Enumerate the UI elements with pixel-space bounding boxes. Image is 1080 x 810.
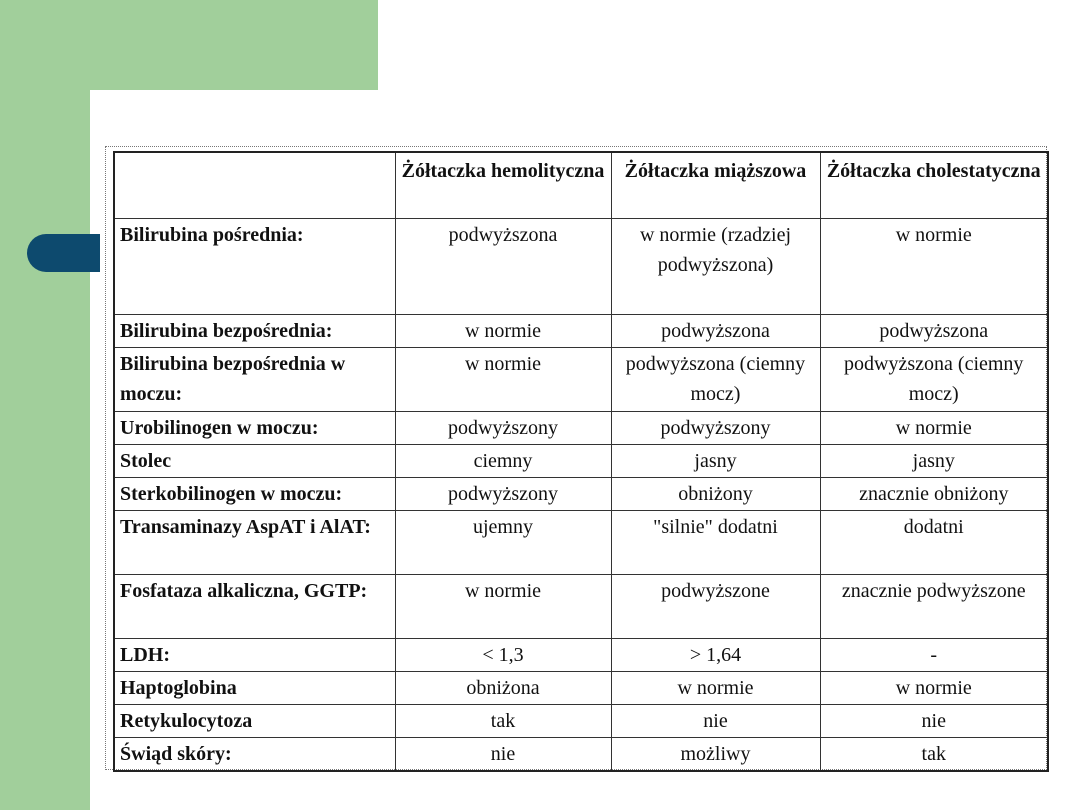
table-row: [114, 671, 1048, 704]
table-row: [114, 574, 1048, 638]
cell-cholestatic: znacznie obniżony: [820, 477, 1048, 510]
cell-parenchymal: jasny: [611, 444, 820, 477]
cell-cholestatic: -: [820, 638, 1048, 671]
cell-cholestatic: w normie: [820, 411, 1048, 444]
header-row: [114, 152, 1048, 218]
cell-cholestatic: tak: [820, 737, 1048, 771]
row-label: Fosfataza alkaliczna, GGTP:: [114, 574, 395, 638]
table-row: [114, 444, 1048, 477]
row-label: Transaminazy AspAT i AlAT:: [114, 510, 395, 574]
table-row: [114, 314, 1048, 347]
table-row: [114, 704, 1048, 737]
cell-parenchymal: możliwy: [611, 737, 820, 771]
row-label: Stolec: [114, 444, 395, 477]
row-label: Sterkobilinogen w moczu:: [114, 477, 395, 510]
cell-parenchymal: podwyższony: [611, 411, 820, 444]
cell-cholestatic: podwyższona: [820, 314, 1048, 347]
row-label: Bilirubina bezpośrednia w moczu:: [114, 347, 395, 411]
cell-hemolytic: podwyższona: [395, 218, 611, 314]
cell-cholestatic: w normie: [820, 218, 1048, 314]
table-row: [114, 218, 1048, 314]
table-row: [114, 477, 1048, 510]
left-green-bar: [0, 0, 90, 810]
slide-marker: [27, 234, 100, 272]
top-green-block: [0, 0, 378, 90]
row-label: Bilirubina bezpośrednia:: [114, 314, 395, 347]
header-empty: [114, 152, 395, 218]
cell-parenchymal: podwyższona (ciemny mocz): [611, 347, 820, 411]
cell-cholestatic: nie: [820, 704, 1048, 737]
cell-hemolytic: nie: [395, 737, 611, 771]
cell-hemolytic: ujemny: [395, 510, 611, 574]
cell-parenchymal: w normie: [611, 671, 820, 704]
table-row: [114, 638, 1048, 671]
header-hemolytic: Żółtaczka hemolityczna: [395, 152, 611, 218]
cell-hemolytic: w normie: [395, 574, 611, 638]
cell-cholestatic: w normie: [820, 671, 1048, 704]
cell-cholestatic: dodatni: [820, 510, 1048, 574]
cell-parenchymal: > 1,64: [611, 638, 820, 671]
row-label: Haptoglobina: [114, 671, 395, 704]
table-row: [114, 411, 1048, 444]
cell-cholestatic: znacznie podwyższone: [820, 574, 1048, 638]
table-row: [114, 347, 1048, 411]
table-row: [114, 737, 1048, 771]
row-label: Retykulocytoza: [114, 704, 395, 737]
cell-parenchymal: "silnie" dodatni: [611, 510, 820, 574]
cell-hemolytic: w normie: [395, 347, 611, 411]
table-row: [114, 510, 1048, 574]
header-cholestatic: Żółtaczka cholestatyczna: [820, 152, 1048, 218]
cell-parenchymal: nie: [611, 704, 820, 737]
cell-hemolytic: obniżona: [395, 671, 611, 704]
cell-cholestatic: jasny: [820, 444, 1048, 477]
cell-hemolytic: podwyższony: [395, 411, 611, 444]
row-label: LDH:: [114, 638, 395, 671]
cell-cholestatic: podwyższona (ciemny mocz): [820, 347, 1048, 411]
jaundice-comparison-table: [113, 151, 1049, 772]
header-parenchymal: Żółtaczka miąższowa: [611, 152, 820, 218]
cell-hemolytic: w normie: [395, 314, 611, 347]
cell-parenchymal: podwyższona: [611, 314, 820, 347]
row-label: Świąd skóry:: [114, 737, 395, 771]
row-label: Urobilinogen w moczu:: [114, 411, 395, 444]
cell-hemolytic: tak: [395, 704, 611, 737]
cell-parenchymal: w normie (rzadziej podwyższona): [611, 218, 820, 314]
cell-parenchymal: obniżony: [611, 477, 820, 510]
cell-hemolytic: ciemny: [395, 444, 611, 477]
row-label: Bilirubina pośrednia:: [114, 218, 395, 314]
cell-hemolytic: < 1,3: [395, 638, 611, 671]
cell-hemolytic: podwyższony: [395, 477, 611, 510]
cell-parenchymal: podwyższone: [611, 574, 820, 638]
